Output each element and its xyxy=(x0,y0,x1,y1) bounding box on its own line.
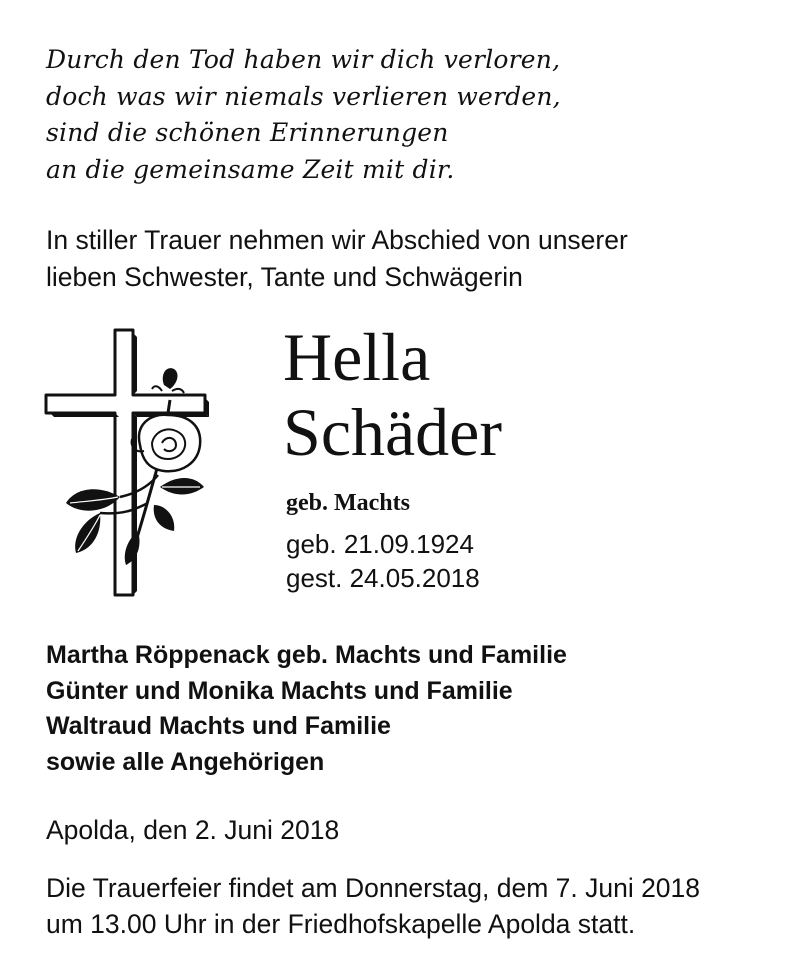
poem-line: an die gemeinsame Zeit mit dir. xyxy=(46,154,455,184)
funeral-service-info xyxy=(46,870,700,942)
mourner-line: sowie alle Angehörigen xyxy=(46,747,325,776)
mourner-line: Martha Röppenack geb. Machts und Familie xyxy=(46,641,567,669)
mourners-list xyxy=(46,638,567,780)
farewell-intro xyxy=(46,222,628,295)
last-name: Schäder xyxy=(283,394,503,470)
mourner-line: Günter und Monika Machts und Familie xyxy=(46,676,513,705)
intro-line: In stiller Trauer nehmen wir Abschied von unserer xyxy=(46,225,628,255)
intro-line: lieben Schwester, Tante und Schwägerin xyxy=(46,261,523,292)
deceased-name xyxy=(283,320,502,470)
poem-line: Durch den Tod haben wir dich verloren, xyxy=(46,45,561,74)
birth-date: geb. 21.09.1924 xyxy=(286,529,474,559)
poem-line: doch was wir niemals verlieren werden, xyxy=(46,81,561,111)
life-dates xyxy=(286,527,480,595)
service-line: um 13.00 Uhr in der Friedhofskapelle Apolda statt. xyxy=(46,909,636,939)
service-line: Die Trauerfeier findet am Donnerstag, dem 7. Juni 2018 xyxy=(46,873,701,903)
place-and-date: Apolda, den 2. Juni 2018 xyxy=(46,815,340,845)
cross-with-rose-icon xyxy=(40,325,220,600)
first-name: Hella xyxy=(283,319,431,395)
poem-line: sind die schönen Erinnerungen xyxy=(46,118,449,147)
death-date: gest. 24.05.2018 xyxy=(286,563,480,593)
mourner-line: Waltraud Machts und Familie xyxy=(46,712,391,740)
maiden-name: geb. Machts xyxy=(286,490,410,516)
memorial-poem xyxy=(46,42,561,188)
